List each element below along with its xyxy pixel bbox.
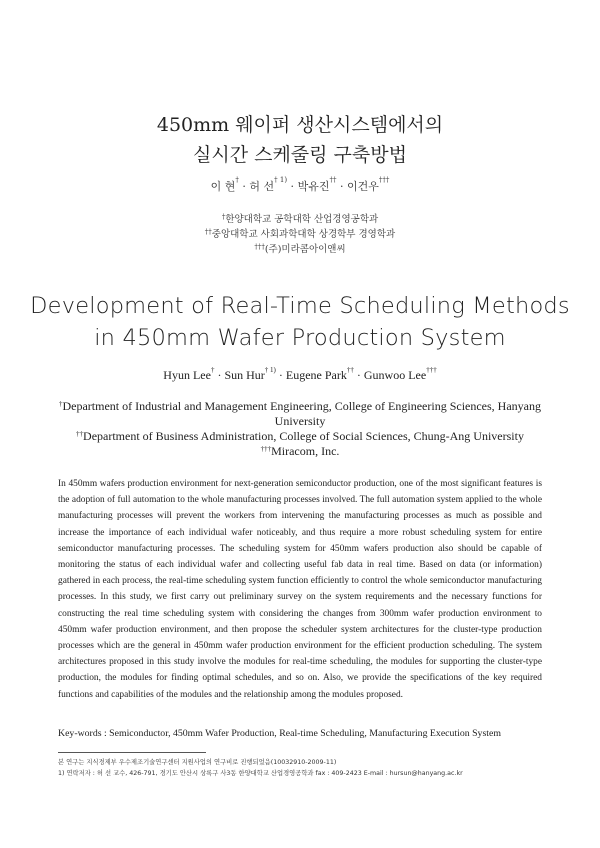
footnote-rule: [58, 752, 206, 753]
author-separator: ·: [214, 368, 225, 382]
keywords: [58, 728, 558, 739]
author-name: Eugene Park: [285, 368, 347, 382]
abstract-body: In 450mm wafers production environment for next-generation semiconductor production, one of the most significant features is the adoption of full automation to the whole manufacturing processes involved. The full automation system applied to the whole manufacturing processes will prevent the workers from intervening the manufacturing processes as much as possible and increase the importance of each individual wafer noticeably, and thus require a more robust scheduling system for entire semiconductor manufacturing processes. The scheduling system for 450mm wafers production also should be capable of monitoring the status of each individual wafer and collecting useful fab data in real time. Based on data (or information) gathered in each process, the real-time scheduling system function efficiently to control the whole semiconductor manufacturing processes. In this study, we first carry out preliminary survey on the system requirements and the necessary functions for constructing the real time scheduling system with considering the changes from 300mm wafer production environment to 450mm wafer production environment, and then propose the scheduler system architectures for the cluster-type production processes which are the general in 450mm wafer production environment for the efficient production scheduling. The system architectures proposed in this study involve the modules for real-time scheduling, the modules for supporting the cluster-type production, the modules for finding optimal schedules, and so on. Also, we provide the specifications of the key required functions and capabilities of the modules and the relationship among the modules proposed.: [58, 479, 542, 700]
author-mark: † 1): [264, 366, 276, 374]
korean-affiliations: [0, 212, 600, 257]
affiliation-line: [0, 212, 600, 227]
english-authors: [0, 368, 600, 383]
affiliation-text: (주)미라콤아이앤씨: [264, 244, 346, 255]
author-separator: ·: [353, 368, 364, 382]
author-mark: †††: [426, 366, 437, 374]
korean-title: [0, 110, 600, 170]
footnotes: [58, 757, 558, 779]
author-name: 이건우: [346, 180, 379, 193]
author-separator: ·: [336, 180, 347, 193]
author-name: 이 현: [210, 180, 236, 193]
author-name: Sun Hur: [224, 368, 265, 382]
english-title-line: Development of Real-Time Scheduling Methods: [30, 293, 570, 319]
author-name: 박유진: [297, 180, 330, 193]
affiliation-line: [0, 242, 600, 257]
korean-title-line: 450mm 웨이퍼 생산시스템에서의: [156, 114, 444, 136]
korean-authors: [0, 178, 600, 194]
author-name: Hyun Lee: [163, 368, 211, 382]
affiliation-text: Department of Industrial and Management Engineering, College of Engineering Sciences, Hanyang University: [62, 399, 541, 428]
author-mark: ††: [346, 366, 354, 374]
author-separator: ·: [287, 180, 298, 193]
affiliation-mark: †: [58, 400, 63, 408]
affiliation-line: [40, 399, 560, 429]
affiliation-mark: †††: [254, 243, 265, 251]
affiliation-text: Department of Business Administration, College of Social Sciences, Chung-Ang University: [83, 429, 524, 443]
affiliation-mark: ††: [76, 430, 84, 438]
author-separator: ·: [275, 368, 286, 382]
author-mark: ††: [329, 176, 337, 184]
affiliation-line: [0, 227, 600, 242]
affiliation-line: [40, 444, 560, 459]
footnote-contact: 1) 연락저자 : 허 선 교수, 426-791, 경기도 안산시 상록구 사3동 한양대학교 산업경영공학과 fax : 409-2423 E-mail : hursun@hanyang.ac.kr: [58, 770, 463, 777]
keywords-label: Key-words :: [58, 728, 110, 739]
affiliation-mark: †††: [260, 445, 272, 453]
author-mark: †: [235, 176, 239, 184]
affiliation-text: 중앙대학교 사회과학대학 상경학부 경영학과: [211, 229, 396, 240]
keywords-text: Semiconductor, 450mm Wafer Production, Real-time Scheduling, Manufacturing Execution System: [109, 728, 501, 739]
affiliation-text: 한양대학교 공학대학 산업경영공학과: [225, 214, 379, 225]
affiliation-line: [40, 429, 560, 444]
author-name: Gunwoo Lee: [363, 368, 427, 382]
affiliation-mark: †: [221, 213, 226, 221]
english-title: [0, 290, 600, 354]
author-separator: ·: [238, 180, 250, 193]
korean-title-line: 실시간 스케줄링 구축방법: [193, 144, 407, 166]
author-name: 허 선: [249, 180, 275, 193]
affiliation-mark: ††: [204, 228, 212, 236]
affiliation-text: Miracom, Inc.: [271, 444, 340, 458]
english-title-line: in 450mm Wafer Production System: [94, 325, 506, 351]
author-mark: †††: [378, 176, 390, 184]
author-mark: † 1): [274, 176, 288, 184]
author-mark: †: [210, 366, 215, 374]
english-affiliations: [40, 399, 560, 459]
footnote-funding: 본 연구는 지식경제부 우수제조기술연구센터 지원사업의 연구비로 진행되었음(10032910-2009-11): [58, 759, 337, 766]
